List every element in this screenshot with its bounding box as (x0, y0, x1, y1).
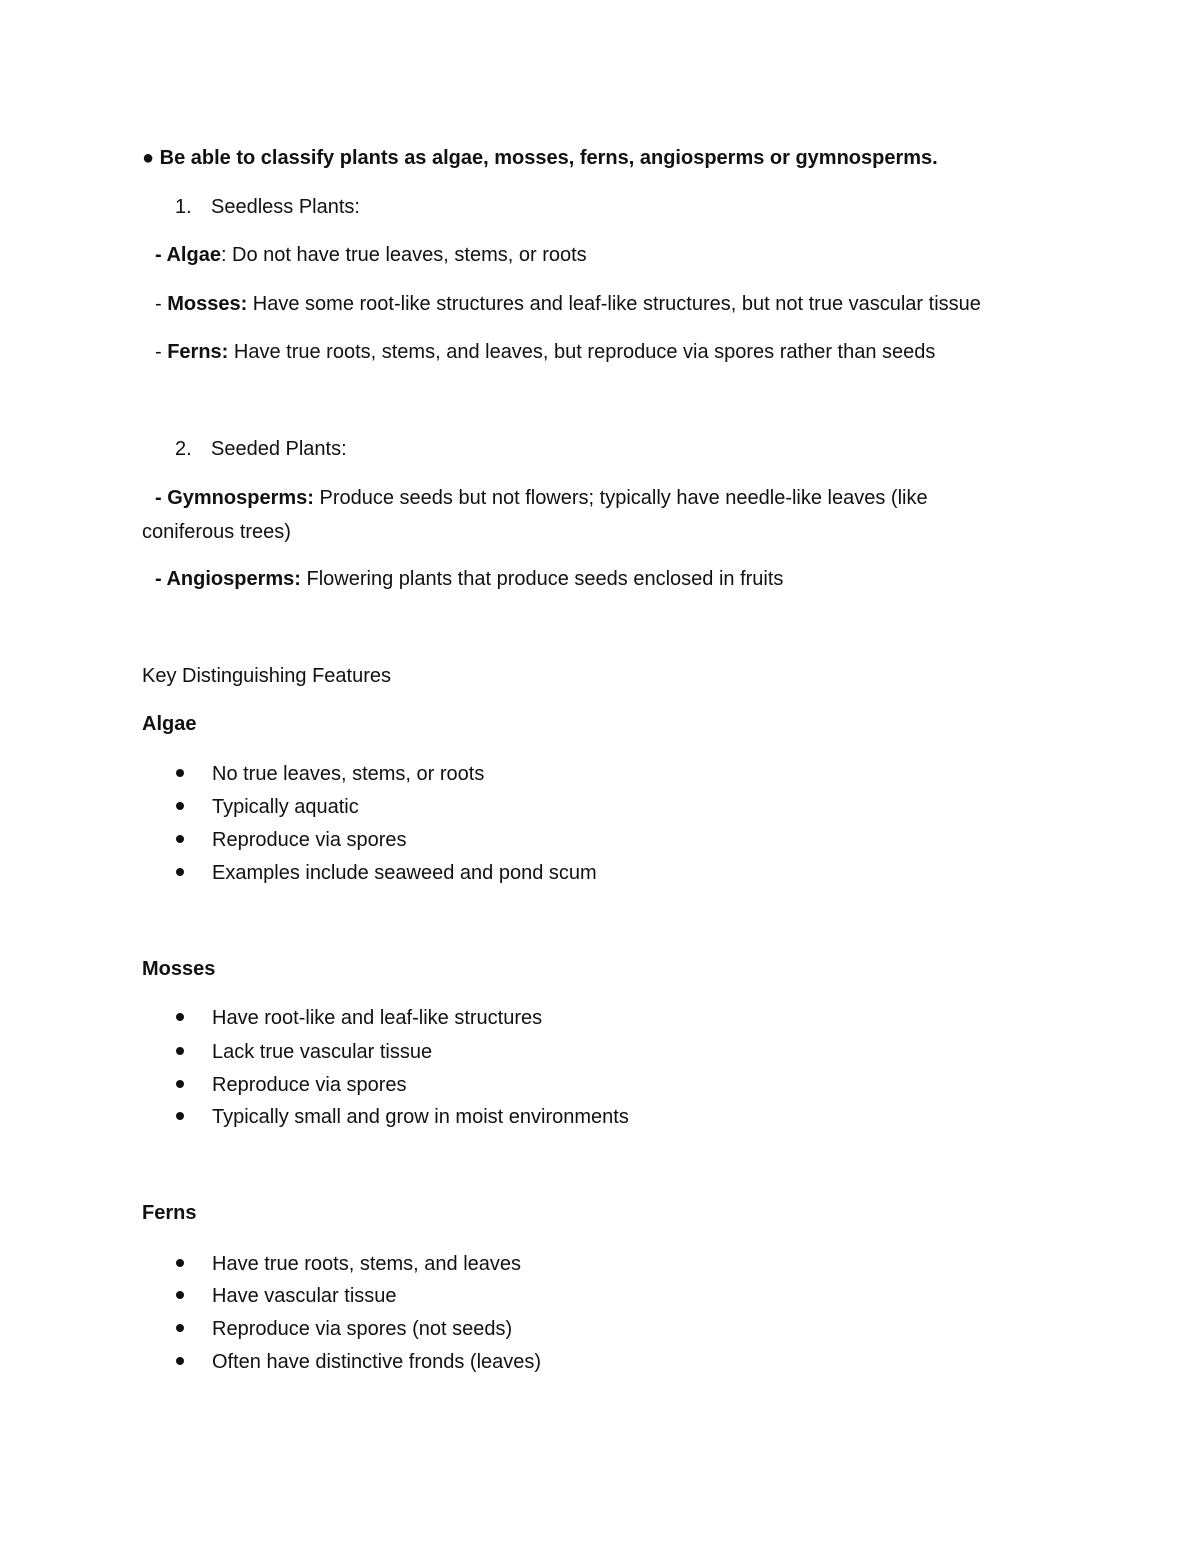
bullet-dot-icon (176, 1324, 184, 1332)
seedless-desc: Do not have true leaves, stems, or roots (226, 244, 587, 266)
bullet-dot-icon (176, 868, 184, 876)
seedless-lead: - (155, 293, 168, 315)
list-item-text: No true leaves, stems, or roots (212, 763, 485, 785)
seedless-item-mosses (155, 292, 981, 316)
seedless-term: - Algae (155, 244, 221, 266)
seeded-term: - Angiosperms: (155, 568, 301, 590)
list-item (170, 1006, 542, 1030)
list-item (170, 1252, 521, 1276)
list-item-text: Often have distinctive fronds (leaves) (212, 1351, 542, 1373)
features-heading: Key Distinguishing Features (142, 665, 392, 687)
list-item (170, 1040, 432, 1064)
bullet-dot-icon (176, 1259, 184, 1267)
seedless-term: Mosses: (167, 293, 248, 315)
list-item (170, 1073, 407, 1097)
group-title-mosses: Mosses (142, 958, 216, 980)
objective-text: Be able to classify plants as algae, mosses, ferns, angiosperms or gymnosperms. (159, 147, 938, 169)
seeded-title: Seeded Plants: (211, 438, 347, 460)
seeded-heading (175, 437, 347, 461)
objective-line (142, 146, 938, 170)
list-item (170, 1105, 629, 1129)
list-item (170, 1350, 541, 1374)
group-title-ferns: Ferns (142, 1202, 197, 1224)
bullet-dot-icon (176, 1080, 184, 1088)
seeded-desc: Flowering plants that produce seeds enclosed in fruits (300, 568, 784, 590)
bullet-dot-icon (176, 1112, 184, 1120)
list-item-text: Have vascular tissue (212, 1285, 397, 1307)
list-item-text: Reproduce via spores (not seeds) (212, 1318, 513, 1340)
seeded-item-angiosperms (155, 567, 783, 591)
list-item-text: Reproduce via spores (212, 829, 407, 851)
list-item (170, 861, 597, 885)
seedless-number: 1. (175, 196, 192, 218)
bullet-dot-icon (176, 1047, 184, 1055)
list-item-text: Examples include seaweed and pond scum (212, 862, 597, 884)
bullet-dot-icon (176, 769, 184, 777)
seedless-item-algae (155, 243, 587, 267)
bullet-dot-icon (176, 1291, 184, 1299)
list-item (170, 828, 407, 852)
list-item-text: Lack true vascular tissue (212, 1041, 433, 1063)
seedless-lead: - (155, 341, 168, 363)
seedless-desc: Have true roots, stems, and leaves, but reproduce via spores rather than seeds (228, 341, 936, 363)
list-item (170, 1317, 512, 1341)
list-item (170, 762, 484, 786)
bullet-dot-icon (176, 1013, 184, 1021)
list-item (170, 1284, 397, 1308)
seedless-desc: Have some root-like structures and leaf-like structures, but not true vascular tissue (247, 293, 981, 315)
list-item-text: Typically aquatic (212, 796, 359, 818)
objective-bullet: ● (142, 147, 155, 169)
seedless-title: Seedless Plants: (211, 196, 360, 218)
list-item-text: Have true roots, stems, and leaves (212, 1253, 522, 1275)
seeded-term: - Gymnosperms: (155, 487, 314, 509)
list-item-text: Have root-like and leaf-like structures (212, 1007, 543, 1029)
list-item-text: Reproduce via spores (212, 1074, 407, 1096)
group-title-algae: Algae (142, 713, 197, 735)
seedless-sep: : (220, 244, 227, 266)
seeded-item-gymnosperms (142, 481, 1002, 549)
seedless-term: Ferns: (167, 341, 229, 363)
seedless-heading (175, 195, 360, 219)
bullet-dot-icon (176, 1357, 184, 1365)
seeded-number: 2. (175, 438, 192, 460)
bullet-dot-icon (176, 835, 184, 843)
list-item (170, 795, 359, 819)
list-item-text: Typically small and grow in moist environments (212, 1106, 629, 1128)
seeded-desc: Produce seeds but not flowers; typically have needle-like leaves (like coniferous trees) (142, 487, 928, 543)
bullet-dot-icon (176, 802, 184, 810)
seedless-item-ferns (155, 340, 935, 364)
